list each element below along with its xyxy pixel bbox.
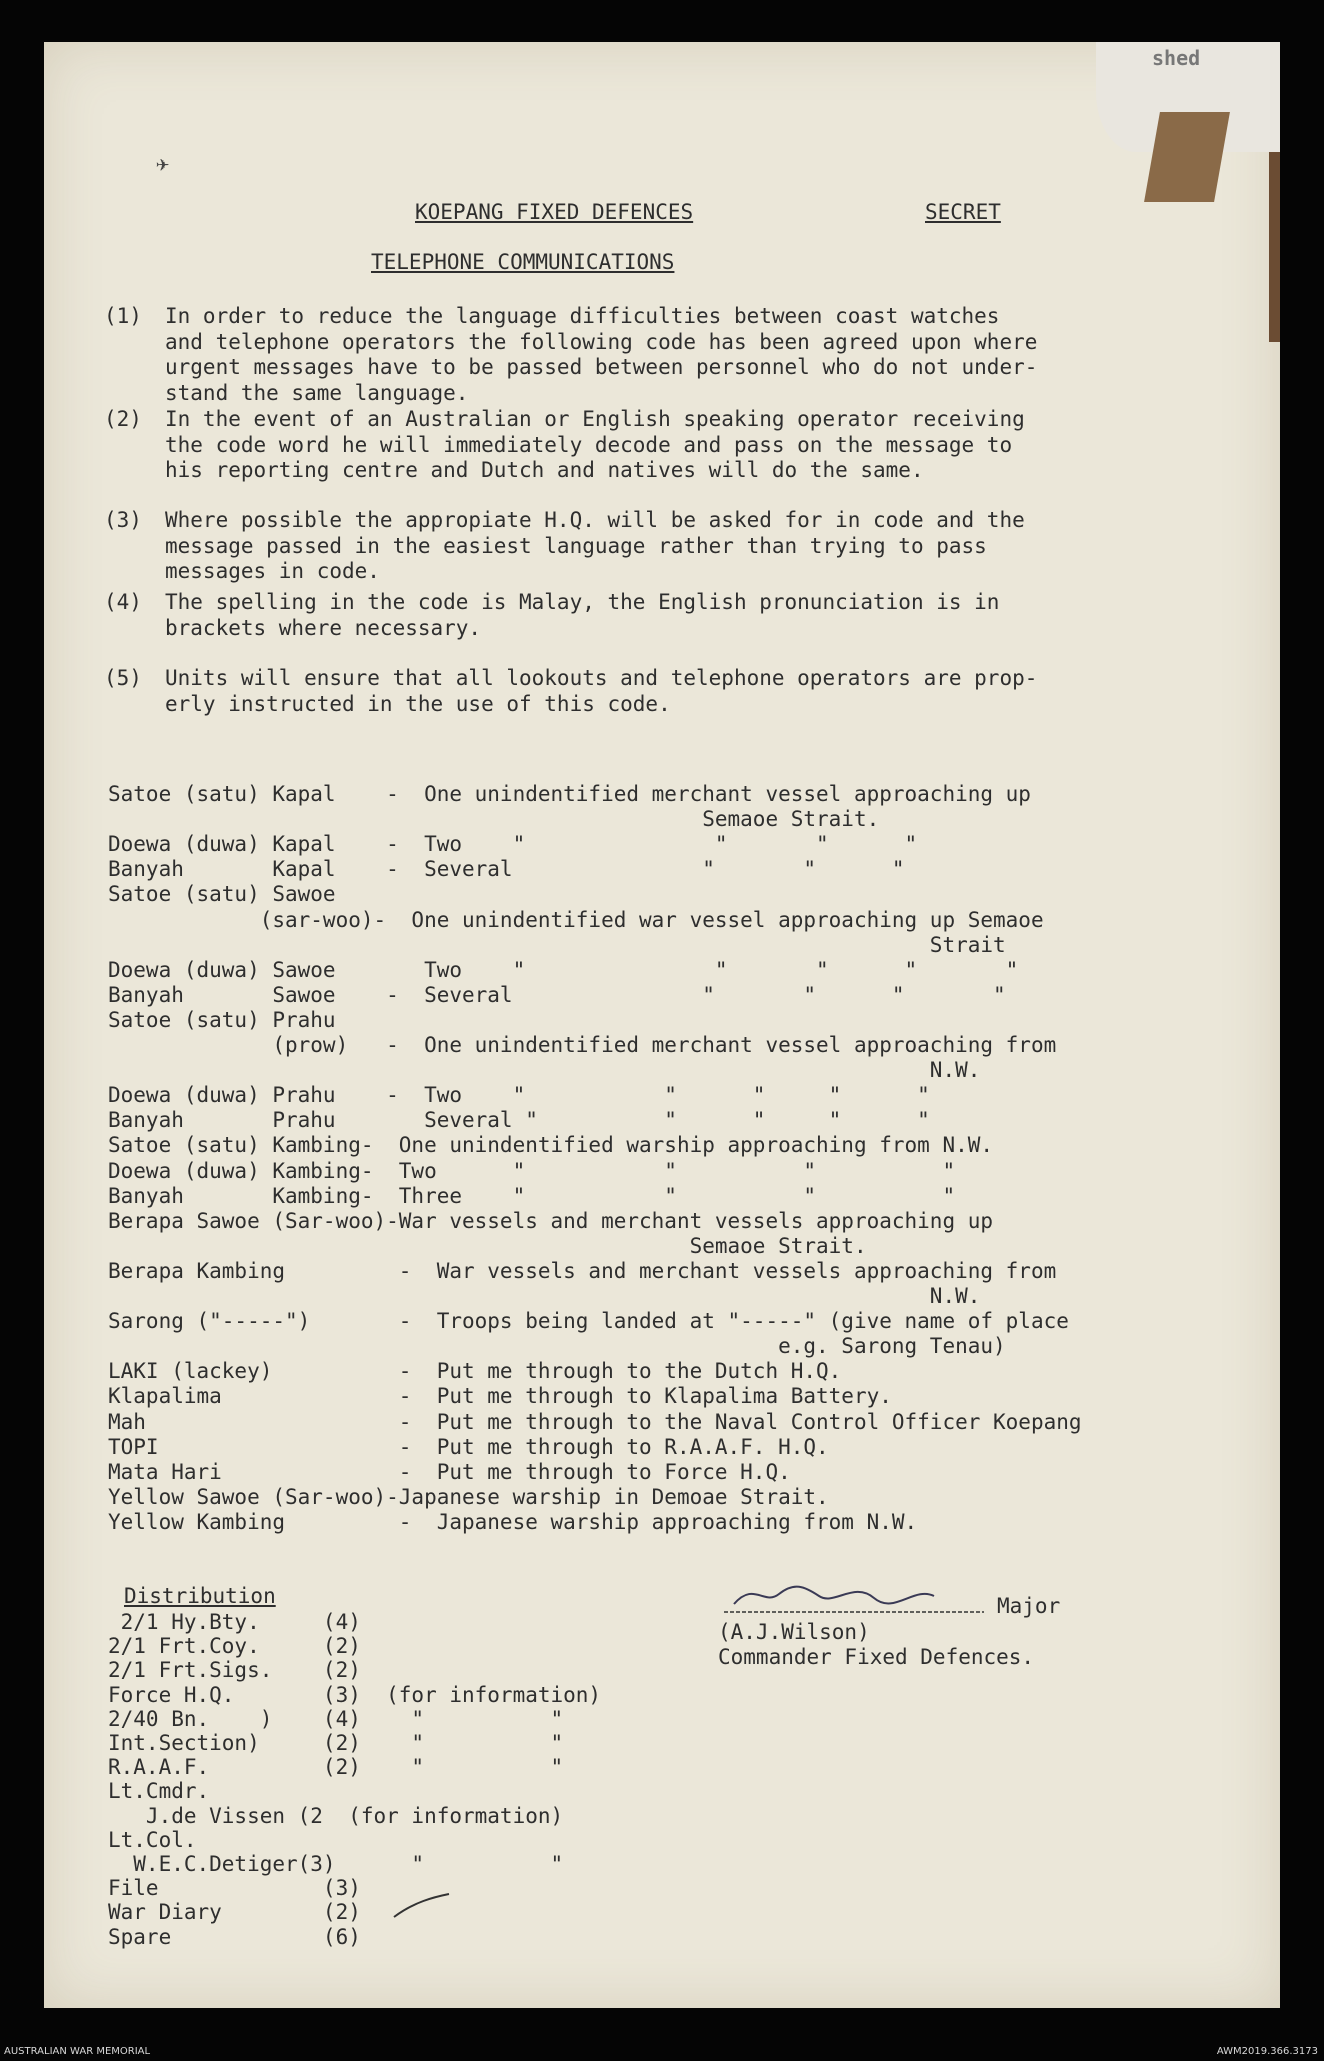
code-line: LAKI (lackey) - Put me through to the Dutch H.Q.: [108, 1359, 842, 1384]
doc-subtitle: TELEPHONE COMMUNICATIONS: [371, 250, 675, 274]
distribution-line: W.E.C.Detiger(3) " ": [108, 1852, 564, 1876]
distribution-line: Force H.Q. (3) (for information): [108, 1682, 602, 1707]
distribution-line: 2/1 Frt.Sigs. (2): [108, 1658, 361, 1683]
code-line: Mata Hari - Put me through to Force H.Q.: [108, 1459, 791, 1484]
paragraph-line: message passed in the easiest language rather than trying to pass: [165, 533, 987, 558]
code-line: Berapa Sawoe (Sar-woo)-War vessels and merchant vessels approaching up: [108, 1208, 994, 1233]
code-line: Doewa (duwa) Kambing- Two " " " ": [108, 1158, 956, 1183]
code-line: e.g. Sarong Tenau): [108, 1334, 1006, 1359]
code-line: Satoe (satu) Sawoe: [108, 882, 336, 907]
distribution-line: Int.Section) (2) " ": [108, 1731, 564, 1755]
ink-mark: ✈: [156, 152, 170, 177]
code-line: Satoe (satu) Kambing- One unindentified warship approaching from N.W.: [108, 1133, 994, 1158]
doc-title: KOEPANG FIXED DEFENCES: [415, 200, 694, 224]
code-line: Doewa (duwa) Kapal - Two " " " ": [108, 832, 918, 857]
distribution-line: J.de Vissen (2 (for information): [108, 1803, 564, 1828]
paragraph-line: stand the same language.: [165, 380, 469, 405]
distribution-line: R.A.A.F. (2) " ": [108, 1755, 564, 1780]
code-line: N.W.: [108, 1058, 981, 1083]
paragraph-line: The spelling in the code is Malay, the English pronunciation is in: [165, 590, 1000, 614]
distribution-line: 2/40 Bn. ) (4) " ": [108, 1706, 564, 1731]
distribution-line: Spare (6): [108, 1924, 361, 1949]
code-line: Semaoe Strait.: [108, 807, 880, 832]
code-line: Mah - Put me through to the Naval Control Officer Koepang: [108, 1409, 1082, 1434]
code-line: Klapalima - Put me through to Klapalima Battery.: [108, 1384, 892, 1409]
code-line: (sar-woo)- One unindentified war vessel approaching up Semaoe: [108, 907, 1044, 932]
code-line: Satoe (satu) Prahu: [108, 1007, 336, 1032]
paragraph-number: (5): [104, 666, 142, 690]
code-line: Sarong ("-----") - Troops being landed at "-----" (give name of place: [108, 1309, 1069, 1334]
code-line: Semaoe Strait.: [108, 1233, 867, 1258]
classification: SECRET: [925, 200, 1001, 224]
footer-right: AWM2019.366.3173: [1216, 2046, 1318, 2057]
paragraph-line: messages in code.: [165, 559, 380, 583]
code-line: Doewa (duwa) Prahu - Two " " " " ": [108, 1083, 930, 1108]
distribution-line: Lt.Cmdr.: [108, 1779, 210, 1804]
paragraph-line: his reporting centre and Dutch and natives will do the same.: [165, 458, 924, 482]
code-line: Yellow Sawoe (Sar-woo)-Japanese warship in Demoae Strait.: [108, 1484, 829, 1509]
signatory-name: (A.J.Wilson): [718, 1620, 870, 1644]
signatory-role: Commander Fixed Defences.: [718, 1645, 1035, 1669]
footer-left: AUSTRALIAN WAR MEMORIAL: [4, 2046, 151, 2057]
distribution-line: 2/1 Frt.Coy. (2): [108, 1634, 361, 1659]
paragraph-line: brackets where necessary.: [165, 615, 482, 640]
paragraph-line: urgent messages have to be passed between personnel who do not under-: [165, 355, 1038, 379]
code-line: Banyah Kapal - Several " " ": [108, 857, 905, 882]
code-line: Satoe (satu) Kapal - One unindentified merchant vessel approaching up: [108, 782, 1031, 806]
paragraph-number: (3): [104, 508, 142, 532]
code-line: TOPI - Put me through to R.A.A.F. H.Q.: [108, 1434, 829, 1459]
code-line: Banyah Sawoe - Several " " " ": [108, 982, 1006, 1007]
code-line: Banyah Kambing- Three " " " ": [108, 1183, 956, 1208]
document-page: [44, 42, 1280, 2008]
paragraph-line: Units will ensure that all lookouts and telephone operators are prop-: [165, 666, 1038, 690]
code-line: Doewa (duwa) Sawoe Two " " " " ": [108, 957, 1019, 982]
paragraph-line: erly instructed in the use of this code.: [165, 691, 671, 716]
paragraph-number: (2): [104, 407, 142, 431]
paragraph-line: the code word he will immediately decode and pass on the message to: [165, 432, 1013, 457]
code-line: Strait: [108, 932, 1006, 957]
tick-mark-icon: [334, 1892, 454, 1942]
code-line: Berapa Kambing - War vessels and merchant vessels approaching from: [108, 1258, 1057, 1283]
distribution-line: File (3): [108, 1876, 361, 1901]
distribution-title: Distribution: [124, 1584, 276, 1608]
paragraph-line: and telephone operators the following code has been agreed upon where: [165, 329, 1038, 354]
paragraph-line: In order to reduce the language difficulties between coast watches: [165, 304, 1000, 328]
paragraph-number: (1): [104, 304, 142, 328]
code-line: Banyah Prahu Several " " " " ": [108, 1108, 930, 1133]
code-line: Yellow Kambing - Japanese warship approaching from N.W.: [108, 1509, 918, 1534]
distribution-line: War Diary (2): [108, 1900, 361, 1925]
signature-icon: [724, 1576, 984, 1616]
torn-backing: [1144, 112, 1230, 202]
code-line: (prow) - One unindentified merchant vessel approaching from: [108, 1033, 1057, 1057]
code-line: N.W.: [108, 1284, 981, 1308]
torn-stamp-text: shed: [1152, 46, 1201, 70]
signatory-rank: Major: [997, 1594, 1061, 1618]
distribution-line: 2/1 Hy.Bty. (4): [108, 1610, 361, 1634]
paragraph-line: Where possible the appropiate H.Q. will be asked for in code and the: [165, 508, 1025, 532]
distribution-line: Lt.Col.: [108, 1827, 197, 1852]
paragraph-line: In the event of an Australian or English speaking operator receiving: [165, 407, 1025, 431]
paragraph-number: (4): [104, 590, 142, 614]
